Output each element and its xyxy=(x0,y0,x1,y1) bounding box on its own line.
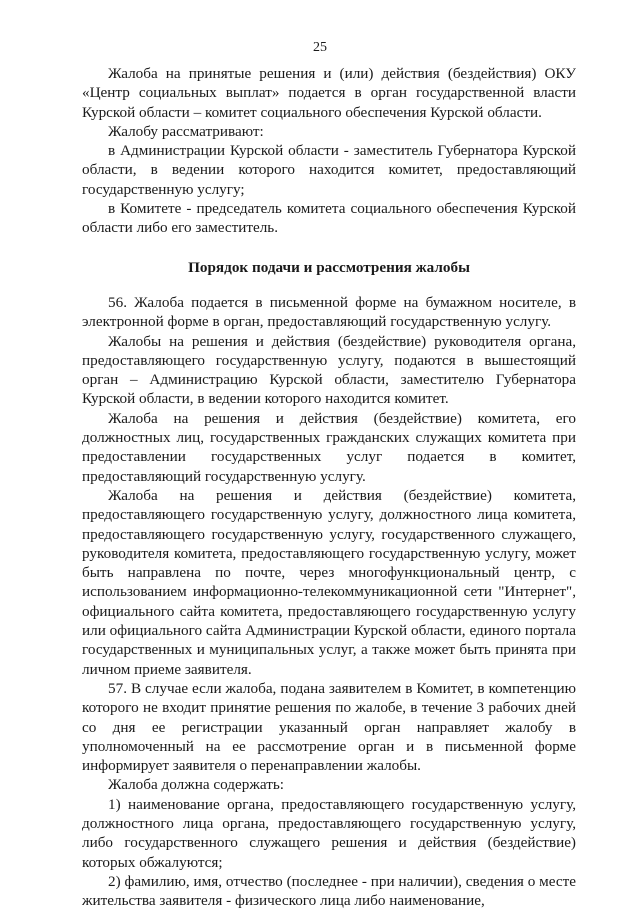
document-body xyxy=(82,64,576,910)
paragraph-reviewer-committee: в Комитете - председатель комитета социального обеспечения Курской области либо его заместитель. xyxy=(82,200,576,237)
paragraph-complaint-oku: Жалоба на принятые решения и (или) действия (бездействия) ОКУ «Центр социальных выплат» подается в орган государственной власти Курской области – комитет социального обеспечения Курской области. xyxy=(82,65,576,121)
section-heading: Порядок подачи и рассмотрения жалобы xyxy=(188,258,470,276)
paragraph-reviewers-intro: Жалобу рассматривают: xyxy=(108,122,264,140)
paragraph-reviewer-administration: в Администрации Курской области - заместитель Губернатора Курской области, в ведении которого находится комитет, предоставляющий государственную услугу; xyxy=(82,142,576,198)
paragraph-complaint-committee: Жалоба на решения и действия (бездействие) комитета, его должностных лиц, государственных гражданских служащих комитета при предоставлении государственных услуг подается в комитет, предоставляющий государственную услугу. xyxy=(82,409,576,485)
paragraph-57: 57. В случае если жалоба, подана заявителем в Комитет, в компетенцию которого не входит принятие решения по жалобе, в течение 3 рабочих дней со дня ее регистрации указанный орган направляет жалобу в уполномоченный на ее рассмотрение орган и в письменной форме информирует заявителя о перенаправлении жалобы. xyxy=(82,679,576,775)
paragraph-contents-item-2: 2) фамилию, имя, отчество (последнее - при наличии), сведения о месте жительства заявителя - физического лица либо наименование, xyxy=(82,872,576,910)
paragraph-contents-intro: Жалоба должна содержать: xyxy=(108,776,284,794)
page-number: 25 xyxy=(313,40,327,55)
paragraph-56: 56. Жалоба подается в письменной форме на бумажном носителе, в электронной форме в орган, предоставляющий государственную услугу. xyxy=(82,293,576,331)
paragraph-contents-item-1: 1) наименование органа, предоставляющего государственную услугу, должностного лица органа, предоставляющего государственную услугу, либо государственного служащего решения и действия (бездействие) которых обжалуются; xyxy=(82,795,576,871)
paragraph-complaints-head: Жалобы на решения и действия (бездействие) руководителя органа, предоставляющего государственную услугу, подаются в вышестоящий орган – Администрацию Курской области, заместителю Губернатора Курской области, в ведении которого находится комитет. xyxy=(82,332,576,408)
paragraph-complaint-channels: Жалоба на решения и действия (бездействие) комитета, предоставляющего государственную услугу, должностного лица комитета, предоставляющего государственную услугу, государственного служащего, руководителя комитета, предоставляющего государственную услугу, может быть направлена по почте, через многофункциональный центр, с использованием информационно-телекоммуникационной сети "Интернет", официального сайта комитета, предоставляющего государственную услугу или официального сайта Администрации Курской области, единого портала государственных и муниципальных услуг, а также может быть принята при личном приеме заявителя. xyxy=(82,486,576,678)
